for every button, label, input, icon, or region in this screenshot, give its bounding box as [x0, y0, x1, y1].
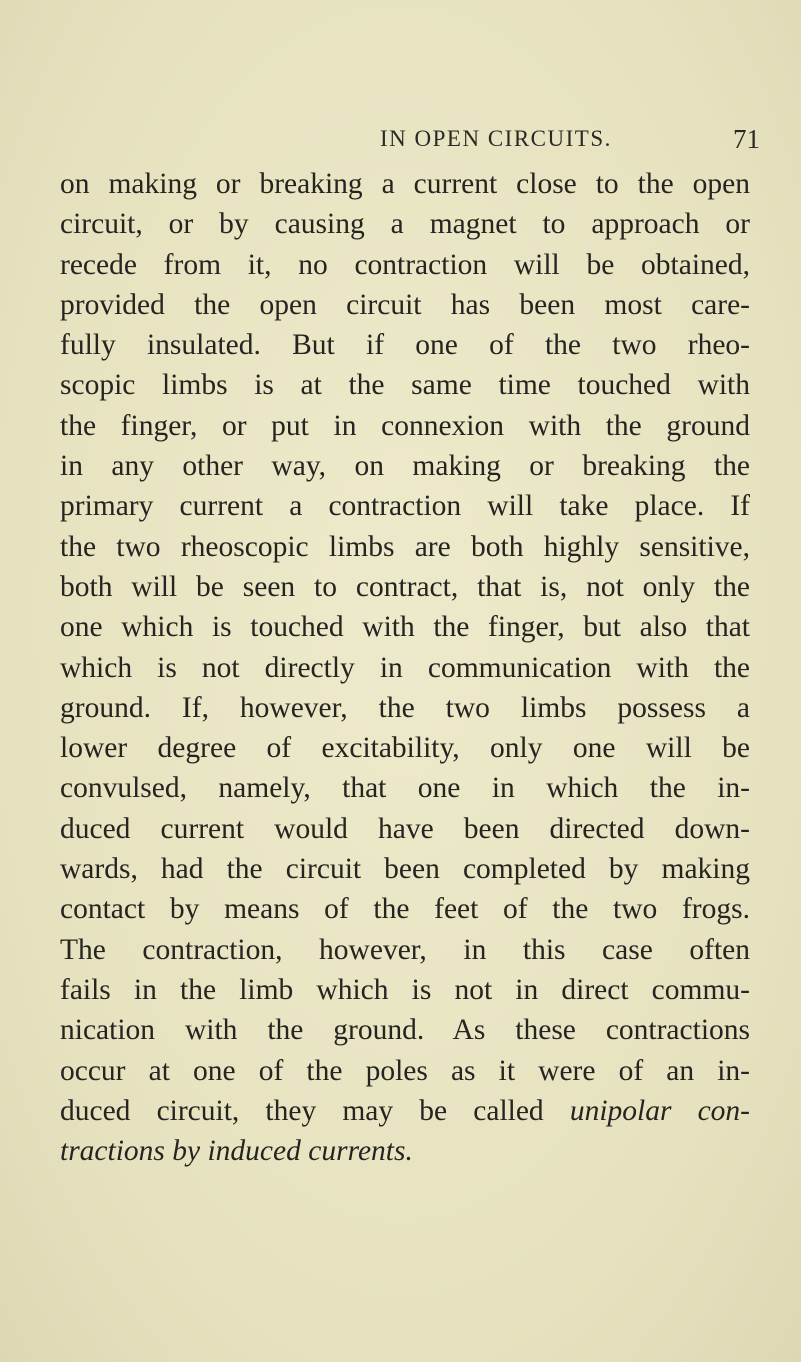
- text-line-3: recede from it, no contraction will be obtained,: [60, 248, 750, 281]
- text-line-24-plain: duced circuit, they may be called: [60, 1094, 570, 1127]
- text-line-11: both will be seen to contract, that is, not only the: [60, 570, 750, 603]
- text-line-23: occur at one of the poles as it were of an in-: [60, 1054, 750, 1087]
- text-line-16: convulsed, namely, that one in which the in-: [60, 772, 750, 805]
- text-line-22: nication with the ground. As these contractions: [60, 1014, 750, 1047]
- text-line-7: the finger, or put in connexion with the ground: [60, 409, 750, 442]
- text-line-25: [60, 1131, 750, 1171]
- text-line-18: wards, had the circuit been completed by making: [60, 853, 750, 886]
- text-line-20: The contraction, however, in this case often: [60, 933, 750, 966]
- body-text: [60, 164, 750, 1171]
- page-number: 71: [733, 124, 760, 154]
- text-line-19: contact by means of the feet of the two frogs.: [60, 893, 750, 926]
- text-line-17: duced current would have been directed down-: [60, 812, 750, 845]
- text-line-14: ground. If, however, the two limbs possess a: [60, 691, 750, 724]
- text-line-12: one which is touched with the finger, but also that: [60, 611, 750, 644]
- text-line-24: [60, 1091, 750, 1131]
- text-line-8: in any other way, on making or breaking the: [60, 450, 750, 483]
- text-line-4: provided the open circuit has been most care-: [60, 288, 750, 321]
- text-line-21: fails in the limb which is not in direct commu-: [60, 973, 750, 1006]
- text-line-9: primary current a contraction will take place. If: [60, 490, 750, 523]
- text-line-1: on making or breaking a current close to the open: [60, 168, 750, 200]
- text-line-13: which is not directly in communication with the: [60, 651, 750, 684]
- text-line-5: fully insulated. But if one of the two rheo-: [60, 329, 750, 362]
- running-head: IN OPEN CIRCUITS.: [380, 126, 612, 151]
- text-line-2: circuit, or by causing a magnet to approach or: [60, 208, 750, 241]
- text-line-10: the two rheoscopic limbs are both highly sensitive,: [60, 530, 750, 563]
- italic-term-induced-currents: tractions by induced currents.: [60, 1135, 413, 1168]
- text-line-15: lower degree of excitability, only one will be: [60, 732, 750, 765]
- italic-term-unipolar: unipolar con-: [569, 1094, 750, 1127]
- text-line-6: scopic limbs is at the same time touched with: [60, 369, 750, 402]
